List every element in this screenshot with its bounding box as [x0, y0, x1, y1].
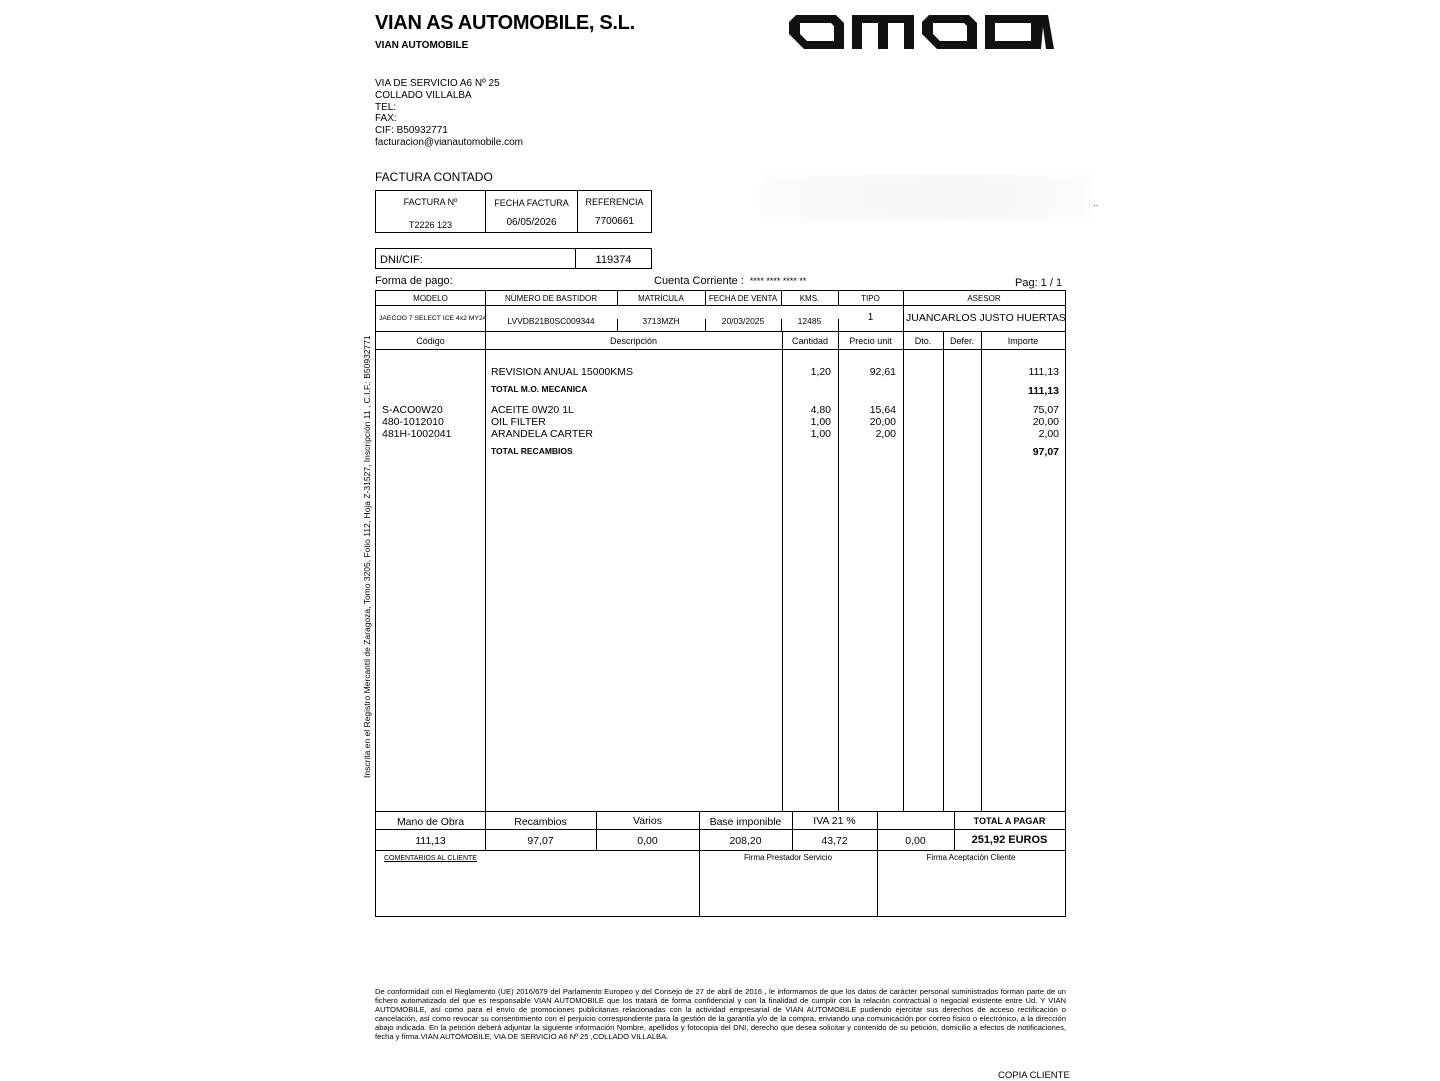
- invoice-number-cell: [376, 191, 486, 232]
- col-header-plate: MATRÍCULA: [638, 294, 684, 303]
- vehicle-plate: 3713MZH: [642, 316, 680, 326]
- dni-label: DNI/CIF:: [376, 249, 576, 268]
- divider: [376, 305, 1065, 306]
- divider: [981, 331, 982, 811]
- line-quantity: 1,00: [810, 416, 831, 428]
- address-line: CIF: B50932771: [375, 125, 448, 137]
- omoda-logo: [786, 12, 1062, 52]
- total-labour: 111,13: [415, 835, 446, 847]
- line-description: TOTAL M.O. MECANICA: [491, 384, 588, 394]
- divider: [376, 349, 1065, 350]
- col-header-discount: Dto.: [914, 336, 932, 346]
- vehicle-type: 1: [867, 312, 874, 323]
- col-header-amount: Importe: [1007, 336, 1039, 346]
- address-line: FAX:: [375, 113, 397, 125]
- invoice-number-label: FACTURA Nº: [403, 197, 458, 207]
- divider: [376, 850, 1065, 851]
- col-header-type: TIPO: [861, 294, 880, 303]
- line-description: REVISION ANUAL 15000KMS: [491, 366, 634, 378]
- col-header-quantity: Cantidad: [791, 336, 829, 346]
- company-subtitle: VIAN AUTOMOBILE: [375, 40, 469, 51]
- col-header-unit-price: Precio unit: [849, 336, 892, 346]
- line-unit-price: 92,61: [869, 366, 896, 378]
- address-line: VIA DE SERVICIO A6 Nº 25: [375, 78, 500, 89]
- invoice-date: 06/05/2026: [506, 217, 557, 228]
- page-indicator: Pag: 1 / 1: [1015, 277, 1063, 289]
- col-header-description: Descripción: [609, 336, 658, 346]
- total-vat: 43,72: [821, 835, 848, 847]
- signature-provider-label: Firma Prestador Servicio: [743, 853, 833, 862]
- line-amount: 20,00: [1032, 416, 1059, 428]
- vehicle-vin: LVVDB21B0SC009344: [507, 316, 595, 326]
- vehicle-sale-date: 20/03/2025: [721, 316, 765, 326]
- line-description: OIL FILTER: [491, 416, 546, 428]
- divider: [485, 331, 486, 811]
- registry-note: Inscrita en el Registro Mercantil de Zaragoza, Tomo 3205, Folio 112, Hoja Z-31527, Inscripción 11 , C.I.F.: B50932771: [362, 335, 372, 778]
- line-quantity: 1,20: [810, 366, 831, 378]
- line-description: ARANDELA CARTER: [491, 428, 593, 440]
- dni-box: [375, 248, 652, 269]
- redacted-dots: ..: [1093, 198, 1099, 209]
- account-number: **** **** **** **: [749, 276, 807, 286]
- line-quantity: 4,80: [810, 404, 831, 416]
- invoice-type: FACTURA CONTADO: [375, 170, 493, 184]
- col-header-kms: KMS.: [799, 294, 820, 303]
- col-header-model: MODELO: [413, 294, 448, 303]
- line-quantity: 1,00: [810, 428, 831, 440]
- divider: [903, 331, 904, 811]
- line-amount: 2,00: [1038, 428, 1059, 440]
- total-header-grand-total: TOTAL A PAGAR: [973, 816, 1046, 826]
- privacy-notice: De conformidad con el Reglamento (UE) 2016/679 del Parlamento Europeo y del Consejo de 27 de abril de 2016 , le informamos de que los datos de carácter personal suministrados forman parte de un fichero automatizado del que es responsable VIAN AUTOMOBILE que los tratará de forma confidencial y con la finalidad de cumplir con la relación contractual o negocial existente entre Ud. Y VIAN AUTOMOBILE, así como para el envío de promociones publicitarias relacionadas con la actividad empresarial de VIAN AUTOMOBILE pudiendo ejercitar sus derechos de acceso rectificación o cancelación, así como revocar su consentimiento con el perjuicio correspondiente para la gestión de la garantía y/o de la compra, enviando una comunicación por correo físico o electrónico, a la dirección abajo indicada. En la petición deberá adjuntar la siguiente información Nombre, apellidos y fotocopia del DNI, derecho que desea solicitar y contenido de su petición, domicilio a efectos de notificaciones, fecha y firma.VIAN AUTOMOBILE, VIA DE SERVICIO A6 Nº 25 ,COLLADO VILLALBA.: [375, 987, 1066, 1042]
- total-header-misc: Varios: [633, 815, 662, 827]
- dni-value: 119374: [595, 254, 632, 266]
- line-amount: 111,13: [1028, 366, 1059, 378]
- total-parts: 97,07: [527, 835, 554, 847]
- divider: [782, 331, 783, 811]
- col-header-advisor: ASESOR: [967, 294, 1001, 303]
- total-amount-due: 251,92 EUROS: [971, 834, 1048, 846]
- account-label: Cuenta Corriente :: [654, 275, 744, 287]
- invoice-number: T2226 123: [408, 220, 453, 230]
- invoice-table: [375, 290, 1066, 917]
- address-line: facturacion@vianautomobile.com: [375, 136, 524, 148]
- divider: [376, 829, 1065, 830]
- total-tax-base: 208,20: [729, 835, 762, 847]
- total-other: 0,00: [905, 835, 926, 847]
- col-header-vin: NÚMERO DE BASTIDOR: [504, 294, 597, 303]
- vehicle-kms: 12485: [797, 316, 822, 326]
- copy-label: COPIA CLIENTE: [998, 1070, 1070, 1081]
- line-unit-price: 2,00: [875, 428, 896, 440]
- total-header-vat: IVA 21 %: [813, 815, 856, 827]
- total-header-parts: Recambios: [514, 816, 567, 828]
- total-header-tax-base: Base imponible: [709, 816, 782, 828]
- divider: [376, 331, 1065, 332]
- col-header-sale-date: FECHA DE VENTA: [708, 294, 778, 303]
- vehicle-advisor: JUANCARLOS JUSTO HUERTAS: [906, 312, 1066, 324]
- line-code: S-ACO0W20: [382, 404, 443, 416]
- line-description: ACEITE 0W20 1L: [491, 404, 574, 416]
- invoice-date-label: FECHA FACTURA: [494, 198, 569, 208]
- invoice-date-cell: [486, 191, 578, 232]
- line-description: TOTAL RECAMBIOS: [491, 446, 573, 456]
- payment-method-label: Forma de pago:: [375, 275, 453, 287]
- company-name: VIAN AS AUTOMOBILE, S.L.: [375, 12, 635, 34]
- total-misc: 0,00: [637, 835, 658, 847]
- total-header-labour: Mano de Obra: [396, 816, 465, 828]
- invoice-info-box: [375, 190, 652, 233]
- line-code: 480-1012010: [382, 416, 444, 428]
- company-address: [375, 78, 523, 149]
- line-unit-price: 15,64: [869, 404, 896, 416]
- line-amount: 97,07: [1032, 446, 1059, 458]
- line-amount: 75,07: [1032, 404, 1059, 416]
- invoice-reference-cell: [578, 191, 651, 232]
- divider: [376, 811, 1065, 812]
- vehicle-model: JAECOO 7 SELECT ICE 4x2 MY24: [379, 315, 487, 322]
- address-line: COLLADO VILLALBA: [375, 89, 472, 101]
- comments-label: COMENTARIOS AL CLIENTE: [384, 855, 477, 862]
- signature-client-label: Firma Aceptación Cliente: [926, 853, 1016, 862]
- line-amount: 111,13: [1028, 385, 1059, 397]
- col-header-code: Código: [416, 336, 445, 346]
- col-header-deferred: Defer.: [949, 336, 974, 346]
- invoice-reference: 7700661: [595, 216, 634, 227]
- divider: [838, 331, 839, 811]
- account-line: [654, 275, 806, 287]
- line-code: 481H-1002041: [382, 428, 452, 440]
- divider: [943, 331, 944, 811]
- address-line: TEL:: [375, 101, 397, 113]
- line-unit-price: 20,00: [869, 416, 896, 428]
- redacted-customer-block: [762, 175, 1092, 220]
- invoice-reference-label: REFERENCIA: [585, 197, 644, 207]
